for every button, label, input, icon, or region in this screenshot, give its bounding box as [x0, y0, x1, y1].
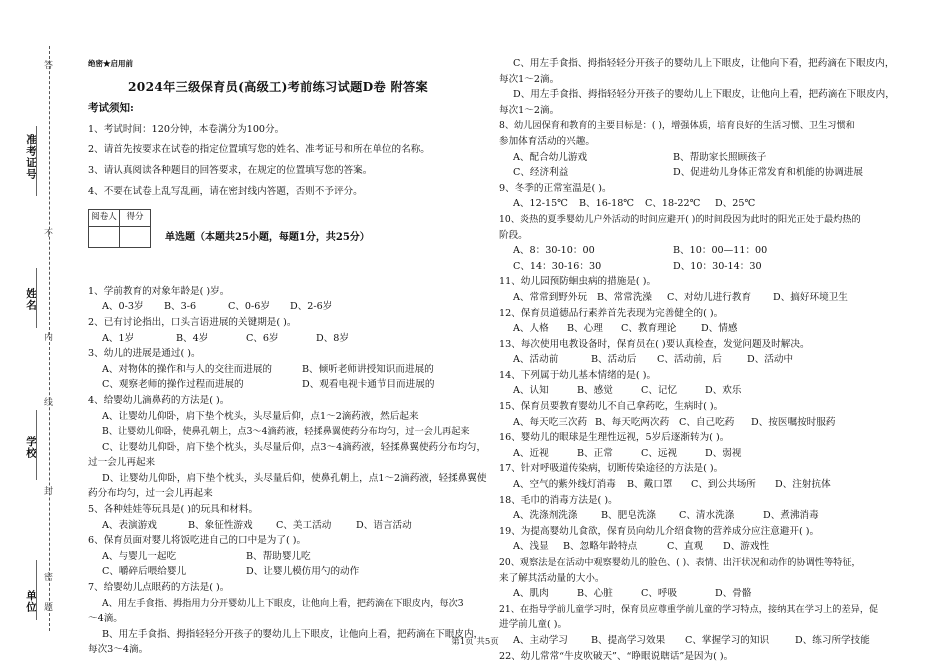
- option: D、弱视: [705, 447, 742, 459]
- option: A、空气的紫外线灯消毒: [513, 479, 616, 491]
- question-17-options: [499, 477, 899, 493]
- seal-char-secret: 密: [44, 573, 54, 583]
- option: B、用左手食指、拇指轻轻分开孩子的婴幼儿上下眼皮，让他向上看，把药滴在下眼皮内，: [102, 628, 484, 640]
- notice-heading: 考试须知:: [88, 102, 134, 115]
- option: B、16-18℃: [579, 198, 635, 210]
- grader-cell[interactable]: [89, 226, 120, 247]
- option: D、语言活动: [356, 519, 412, 531]
- option: A、表演游戏: [102, 519, 157, 531]
- option: A、让婴幼儿仰卧，肩下垫个枕头，头尽量后仰，点1～2滴药液，然后起来: [102, 410, 419, 422]
- secret-mark: 绝密★启用前: [88, 59, 133, 68]
- option: B、倾听老师讲授知识而进展的: [302, 363, 434, 375]
- option: D、欢乐: [705, 385, 742, 397]
- left-column: [88, 56, 488, 658]
- notice-item: 1、考试时间：120分钟，本卷满分为100分。: [88, 123, 285, 135]
- option-continued: 每次3～4滴。: [88, 644, 149, 656]
- option: A、与婴儿一起吃: [102, 550, 177, 562]
- option: D、促进幼儿身体正常发育和机能的协调进展: [673, 167, 863, 179]
- option: C、活动前，后: [657, 354, 722, 366]
- question-10-options-cd: [499, 259, 899, 275]
- page-footer: 第1页 共5页: [451, 637, 499, 647]
- question-2-options: [88, 331, 488, 347]
- question-6-options-cd: [88, 564, 488, 580]
- option: C、掌握学习的知识: [685, 634, 770, 646]
- question-9: 9、冬季的正常室温是( )。: [499, 182, 612, 194]
- option: D、让婴儿模仿用勺的动作: [246, 566, 360, 578]
- question-8: 8、幼儿园保育和教育的主要目标是：( )，增强体质，培育良好的生活习惯、卫生习惯和: [499, 120, 855, 132]
- option: C、清水洗涤: [679, 510, 735, 522]
- exam-number-label: 准考证号: [25, 134, 37, 180]
- option: A、主动学习: [513, 634, 568, 646]
- option: A、用左手食指、拇指用力分开婴幼儿上下眼皮，让他向上看，把药滴在下眼皮内，每次3: [102, 597, 464, 609]
- notice-item: 2、请首先按要求在试卷的指定位置填写您的姓名、准考证号和所在单位的名称。: [88, 144, 430, 156]
- option: D、练习所学技能: [795, 634, 870, 646]
- question-21: 21、在指导学前儿童学习时，保育员应尊重学前儿童的学习特点，接纳其在学习上的差异，促: [499, 603, 879, 615]
- option: B、10：00—11：00: [673, 245, 768, 257]
- option: D、煮沸消毒: [763, 510, 819, 522]
- score-cell[interactable]: [120, 226, 151, 247]
- exam-notice: [88, 101, 488, 199]
- school-line: [36, 410, 37, 480]
- seal-char-question: 题: [44, 603, 54, 613]
- option-continued: 每次1～2滴。: [499, 73, 560, 85]
- option: D、游戏性: [723, 541, 770, 553]
- option: D、10：30-14：30: [673, 260, 762, 272]
- option: B、每天吃两次药: [595, 416, 670, 428]
- score-table: [88, 209, 151, 248]
- option: D、骨骼: [715, 588, 752, 600]
- question-18: 18、毛巾的消毒方法是( )。: [499, 494, 618, 506]
- option: B、常常洗澡: [597, 291, 653, 303]
- notice-item: 4、不要在试卷上乱写乱画，请在密封线内答题，否则不予评分。: [88, 185, 363, 197]
- question-3-options-cd: [88, 377, 488, 393]
- seal-char-ban: 不: [44, 229, 54, 239]
- option: C、直观: [667, 541, 704, 553]
- question-22: 22、幼儿常常“牛皮吹破天”、“睁眼说瞎话”是因为( )。: [499, 650, 734, 662]
- unit-label: 单位: [25, 590, 37, 613]
- question-20-options: [499, 586, 899, 602]
- option: B、让婴幼儿仰卧，使鼻孔朝上，点3～4滴药液，轻揉鼻翼使药分布均匀，过一会儿再起来: [102, 426, 470, 438]
- option: A、8：30-10：00: [513, 245, 595, 257]
- question-11-options: [499, 290, 899, 306]
- option: D、观看电视卡通节目而进展的: [302, 379, 435, 391]
- option: B、戴口罩: [627, 479, 673, 491]
- option: B、帮助婴儿吃: [246, 550, 311, 562]
- option: B、心理: [567, 323, 603, 335]
- option: B、3-6: [164, 301, 197, 313]
- option: B、肥皂洗涤: [601, 510, 657, 522]
- option: C、记忆: [641, 385, 678, 397]
- option: D、注射抗体: [775, 479, 831, 491]
- question-5-options: [88, 518, 488, 534]
- option: A、0-3岁: [102, 301, 144, 313]
- section-title: 单选题（本题共25小题，每题1分，共25分）: [165, 232, 370, 244]
- option: C、呼吸: [641, 588, 678, 600]
- seal-char-line: 线: [44, 398, 54, 408]
- question-15-options: [499, 415, 899, 431]
- question-7: 7、给婴幼儿点眼药的方法是( )。: [88, 582, 230, 594]
- name-line: [36, 268, 37, 328]
- option: B、心脏: [577, 588, 613, 600]
- option: D、搞好环境卫生: [773, 291, 848, 303]
- option: D、活动中: [747, 354, 794, 366]
- option: A、每天吃三次药: [513, 416, 588, 428]
- option: A、配合幼儿游戏: [513, 151, 588, 163]
- question-9-options: [499, 196, 899, 212]
- option: B、象征性游戏: [188, 519, 253, 531]
- grader-header: 阅卷人: [89, 210, 120, 227]
- question-17: 17、针对呼吸道传染病，切断传染途径的方法是( )。: [499, 463, 724, 475]
- name-label: 姓名: [25, 288, 37, 311]
- option: B、正常: [577, 447, 613, 459]
- option: C、自己吃药: [679, 416, 735, 428]
- question-8-continued: 参加体育活动的兴趣。: [499, 135, 595, 147]
- option-continued: 药分布均匀，过一会儿再起来: [88, 488, 213, 500]
- question-21-continued: 进学前儿童( )。: [499, 619, 568, 631]
- seal-char-seal: 封: [44, 487, 54, 497]
- option: D、8岁: [316, 332, 349, 344]
- question-19: 19、为提高婴幼儿食欲，保育员向幼儿介绍食物的营养成分应注意避开( )。: [499, 525, 820, 537]
- option: D、情感: [701, 323, 738, 335]
- option-continued: ～4滴。: [88, 613, 123, 625]
- option: D、用左手食指、拇指轻轻分开孩子的婴幼儿上下眼皮，让他向上看，把药滴在下眼皮内，: [513, 89, 895, 101]
- question-16-options: [499, 446, 899, 462]
- option-continued: 过一会儿再起来: [88, 457, 156, 469]
- question-6: 6、保育员面对婴儿将饭吃进自己的口中是为了( )。: [88, 535, 307, 547]
- option: C、远视: [641, 447, 678, 459]
- seal-char-inner: 内: [44, 333, 54, 343]
- option: C、美工活动: [276, 519, 332, 531]
- option: B、感觉: [577, 385, 613, 397]
- option: C、用左手食指、拇指轻轻分开孩子的婴幼儿上下眼皮，让他向下看，把药滴在下眼皮内，: [513, 58, 895, 69]
- score-header: 得分: [120, 210, 151, 227]
- option: C、嚼碎后喂给婴儿: [102, 566, 187, 578]
- question-14: 14、下列属于幼儿基本情绪的是( )。: [499, 369, 657, 381]
- option: A、人格: [513, 323, 549, 335]
- option: A、常常到野外玩: [513, 291, 588, 303]
- unit-line: [36, 560, 37, 620]
- option: B、活动后: [591, 354, 637, 366]
- option: D、按医嘱按时服药: [751, 416, 836, 428]
- right-column: [499, 56, 899, 664]
- option: C、18-22℃: [645, 198, 701, 210]
- option: A、洗涤剂洗涤: [513, 510, 578, 522]
- question-18-options: [499, 508, 899, 524]
- option: A、1岁: [102, 332, 135, 344]
- school-label: 学校: [25, 436, 37, 459]
- question-20: 20、观察法是在活动中观察婴幼儿的脸色、( )、表情、出汗状况和动作的协调性等特征，: [499, 557, 861, 568]
- question-12: 12、保育员道德品行素养首先表现为完善健全的( )。: [499, 307, 724, 319]
- question-3-options-ab: [88, 362, 488, 378]
- option: D、25℃: [715, 198, 756, 210]
- option: C、14：30-16：30: [513, 260, 602, 272]
- question-11: 11、幼儿园预防蛔虫病的措施是( )。: [499, 276, 657, 288]
- option: D、2-6岁: [290, 301, 333, 313]
- option: C、对幼儿进行教育: [667, 291, 752, 303]
- question-5: 5、各种娃娃等玩具是( )的玩具和材料。: [88, 504, 259, 516]
- exam-number-line: [36, 126, 37, 196]
- option: B、4岁: [176, 332, 209, 344]
- option: A、对物体的操作和与人的交往而进展的: [102, 363, 273, 375]
- option: B、提高学习效果: [591, 634, 666, 646]
- question-10: 10、炎热的夏季婴幼儿户外活动的时间应避开( )的时间段因为此时的阳光正处于最灼热的: [499, 213, 861, 225]
- question-8-options-ab: [499, 150, 899, 166]
- option: C、经济利益: [513, 167, 569, 179]
- question-15: 15、保育员要教育婴幼儿不自己拿药吃，生病时( )。: [499, 401, 724, 413]
- option: C、6岁: [246, 332, 279, 344]
- option: C、观察老师的操作过程而进展的: [102, 379, 244, 391]
- question-1: 1、学前教育的对象年龄是( )岁。: [88, 285, 230, 297]
- option: A、浅显: [513, 541, 549, 553]
- question-8-options-cd: [499, 165, 899, 181]
- question-14-options: [499, 383, 899, 399]
- question-12-options: [499, 321, 899, 337]
- question-1-options: [88, 299, 488, 315]
- option: A、认知: [513, 385, 549, 397]
- question-6-options-ab: [88, 549, 488, 565]
- binding-margin: [0, 0, 62, 671]
- question-3: 3、幼儿的进展是通过( )。: [88, 348, 201, 360]
- question-13: 13、每次使用电教设备时，保育员在( )要认真检查，发觉问题及时解决。: [499, 338, 810, 350]
- question-4: 4、给婴幼儿滴鼻药的方法是( )。: [88, 394, 230, 406]
- question-20-continued: 来了解其活动量的大小。: [499, 572, 605, 584]
- option: C、让婴幼儿仰卧，肩下垫个枕头，头尽量后仰，点3～4滴药液，轻揉鼻翼使药分布均匀，: [102, 441, 487, 453]
- question-16: 16、婴幼儿的眼球是生理性远视，5岁后逐渐转为( )。: [499, 432, 730, 444]
- question-13-options: [499, 352, 899, 368]
- option: A、近视: [513, 447, 549, 459]
- seal-char-top: 答: [44, 61, 54, 71]
- option: C、到公共场所: [691, 479, 756, 491]
- option: A、12-15℃: [513, 198, 568, 210]
- option: C、教育理论: [621, 323, 677, 335]
- option: A、肌肉: [513, 588, 549, 600]
- question-10-continued: 阶段。: [499, 229, 528, 241]
- notice-item: 3、请认真阅读各种题目的回答要求，在规定的位置填写您的答案。: [88, 164, 373, 176]
- question-2: 2、已有讨论指出，口头言语进展的关键期是( )。: [88, 316, 297, 328]
- question-10-options-ab: [499, 243, 899, 259]
- option: B、帮助家长照顾孩子: [673, 151, 767, 163]
- option-continued: 每次1～2滴。: [499, 104, 560, 116]
- option: B、忽略年龄特点: [563, 541, 638, 553]
- option: C、0-6岁: [228, 301, 270, 313]
- score-row: [88, 209, 488, 248]
- exam-title: 2024年三级保育员(高级工)考前练习试题D卷 附答案: [128, 79, 428, 94]
- question-19-options: [499, 539, 899, 555]
- option: D、让婴幼儿仰卧，肩下垫个枕头，头尽量后仰，使鼻孔朝上，点1～2滴药液，轻揉鼻翼使: [102, 472, 487, 484]
- option: A、活动前: [513, 354, 559, 366]
